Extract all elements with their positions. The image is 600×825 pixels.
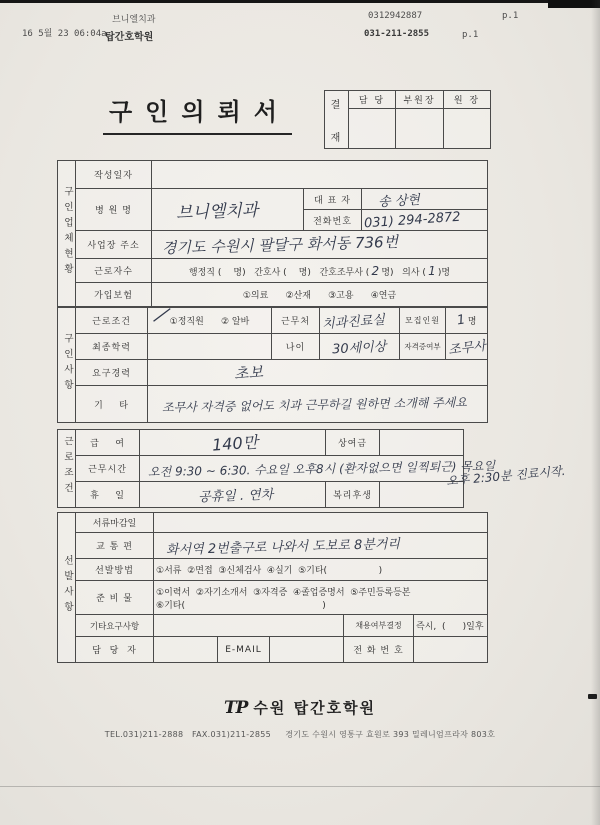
- hire-decision-value: 즉시, ( )일후: [414, 615, 488, 637]
- required-documents-line1: ①이력서 ②자기소개서 ③자격증 ④졸업증명서 ⑤주민등록등본: [156, 587, 411, 598]
- contact-person-value-empty: [154, 637, 218, 663]
- approval-cell-staff-empty: [349, 109, 396, 149]
- worker-aide-count-handwritten: 2: [371, 263, 380, 278]
- working-hours-overflow-handwritten: 오후 2:30분 진료시작.: [445, 463, 566, 489]
- openings-count-handwritten: 1: [455, 312, 466, 329]
- section-label-job-request: 구인사항: [58, 308, 76, 423]
- worker-nurse-suffix: 명): [298, 267, 311, 278]
- workplace-address-label: 사업장 주소: [76, 231, 152, 259]
- selection-method-options: ①서류 ②면접 ③신체검사 ④실기 ⑤기타( ): [154, 559, 488, 581]
- required-career-handwritten: 초보: [233, 363, 264, 383]
- worker-admin-suffix: 명): [233, 267, 246, 278]
- employment-type-label: 근로조건: [76, 308, 148, 334]
- approval-col-director: 원 장: [444, 91, 491, 109]
- worker-doctor-suffix: )명: [437, 267, 451, 278]
- salary-value: [140, 430, 326, 456]
- contact-phone-label: 전 화 번 호: [344, 637, 414, 663]
- fax-page-indicator-1: p.1: [502, 11, 519, 21]
- fax-transmission-header: [0, 0, 600, 48]
- insurance-label: 가입보험: [76, 283, 152, 307]
- approval-stamp-char-top: 결: [330, 99, 343, 111]
- required-documents-line2: ⑥기타( ): [156, 600, 326, 611]
- holiday-handwritten: 공휴일 . 연차: [197, 487, 274, 506]
- fax-number-sender: 0312942887: [368, 11, 423, 21]
- worker-admin-prefix: 행정직 (: [188, 267, 222, 278]
- approval-col-staff: 담 당: [349, 91, 396, 109]
- hospital-name-handwritten: 브니엘치과: [175, 200, 259, 224]
- work-location-value: [320, 308, 400, 334]
- selection-method-label: 선발방법: [76, 559, 154, 581]
- document-deadline-label: 서류마감일: [76, 513, 154, 533]
- email-value-empty: [270, 637, 344, 663]
- academy-logo-text: 수원 탑간호학원: [253, 699, 377, 717]
- work-location-label: 근무처: [272, 308, 320, 334]
- etc-value: [148, 386, 488, 423]
- approval-col-vice-director: 부원장: [396, 91, 444, 109]
- other-requirements-value-empty: [154, 615, 344, 637]
- employment-type-options: [148, 304, 272, 334]
- ceo-handwritten: 송 상현: [377, 192, 421, 210]
- phone-value: [362, 210, 488, 231]
- job-request-table: [57, 304, 488, 423]
- work-location-handwritten: 치과진료실: [321, 312, 386, 333]
- required-documents-label: 준 비 물: [76, 581, 154, 615]
- academy-logo: [0, 697, 600, 718]
- etc-label: 기 타: [76, 386, 148, 423]
- working-hours-value: [140, 456, 496, 482]
- approval-stamp-label: [325, 91, 349, 149]
- written-date-label: 작성일자: [76, 161, 152, 189]
- required-career-value: [148, 360, 488, 386]
- working-conditions-table: [57, 429, 496, 508]
- selection-details-table: [57, 512, 488, 663]
- approval-stamp-table: [324, 90, 491, 149]
- section-label-company: 구인업체현황: [58, 161, 76, 307]
- openings-value: [446, 308, 488, 334]
- workplace-address-handwritten: 경기도 수원시 팔달구 화서동 736번: [161, 232, 399, 258]
- hospital-name-value: [152, 189, 304, 231]
- document-deadline-value-empty: [154, 513, 488, 533]
- salary-handwritten: 140만: [211, 432, 259, 455]
- ceo-label: 대 표 자: [304, 189, 362, 210]
- salary-label: 급 여: [76, 430, 140, 456]
- holiday-value: [140, 482, 326, 508]
- worker-doctor-count-handwritten: 1: [428, 263, 436, 278]
- written-date-value-empty: [152, 161, 488, 189]
- working-hours-label: 근무시간: [76, 456, 140, 482]
- required-documents-options: [154, 581, 488, 615]
- fax-sender-name: 브니엘치과: [112, 15, 156, 25]
- company-info-table: [57, 160, 488, 307]
- section-label-selection: 선발사항: [58, 513, 76, 663]
- employment-options-text: ①정직원 ② 알바: [169, 317, 250, 327]
- phone-label: 전화번호: [304, 210, 362, 231]
- worker-nurse-prefix: 간호사 (: [254, 267, 287, 278]
- insurance-options: ①의료 ②산재 ③고용 ④연금: [152, 283, 488, 307]
- approval-cell-vice-director-empty: [396, 109, 444, 149]
- etc-note-handwritten: 조무사 자격증 없어도 치과 근무하길 원하면 소개해 주세요: [161, 394, 468, 415]
- age-value: [320, 334, 400, 360]
- age-label: 나이: [272, 334, 320, 360]
- hospital-name-label: 병 원 명: [76, 189, 152, 231]
- other-requirements-label: 기타요구사항: [76, 615, 154, 637]
- ceo-value: [362, 189, 488, 210]
- certificate-handwritten: 조무사: [447, 338, 487, 359]
- transportation-label: 교 통 편: [76, 533, 154, 559]
- fax-number-recipient: 031-211-2855: [364, 29, 430, 39]
- contact-person-label: 담 당 자: [76, 637, 154, 663]
- academy-logo-mark: TP: [223, 698, 248, 718]
- openings-label: 모집인원: [400, 308, 446, 334]
- education-value-empty: [148, 334, 272, 360]
- fax-datetime: 16 5월 23 06:04a: [22, 29, 107, 39]
- hire-decision-label: 채용여부결정: [344, 615, 414, 637]
- education-label: 최종학력: [76, 334, 148, 360]
- workplace-address-value: [152, 231, 488, 259]
- email-label: E-MAIL: [218, 637, 270, 663]
- worker-aide-prefix: 간호조무사 (: [319, 267, 370, 278]
- document-title: 구인의뢰서: [103, 92, 292, 135]
- transportation-value: [154, 533, 488, 559]
- approval-stamp-char-bottom: 재: [330, 132, 343, 144]
- bonus-value-empty: [380, 430, 464, 456]
- certificate-label: 자격증여부: [400, 334, 446, 360]
- openings-unit: 명: [467, 317, 477, 327]
- phone-handwritten: 031) 294-2872: [363, 209, 462, 231]
- worker-count-label: 근로자수: [76, 259, 152, 283]
- selection-mark-handwritten: ／: [152, 304, 172, 327]
- certificate-value: [446, 334, 488, 360]
- worker-doctor-prefix: 의사 (: [402, 267, 426, 278]
- working-hours-handwritten: 오전 9:30 ~ 6:30. 수요일 오후8시 (환자없으면 일찍퇴근) 목요일: [147, 458, 496, 480]
- academy-contact-address: TEL.031)211-2888 FAX.031)211-2855 경기도 수원시 영통구 효원로 393 밀레니엄프라자 803호: [104, 730, 496, 739]
- bonus-label: 상여금: [326, 430, 380, 456]
- approval-cell-director-empty: [444, 109, 491, 149]
- fax-recipient-name: 탑간호학원: [105, 32, 154, 43]
- holiday-label: 휴 일: [76, 482, 140, 508]
- age-handwritten: 30세이상: [331, 339, 387, 358]
- section-label-working-conditions: 근로조건: [58, 430, 76, 508]
- worker-aide-suffix: 명): [381, 267, 394, 278]
- transportation-handwritten: 화서역 2번출구로 나와서 도보로 8분거리: [165, 536, 401, 559]
- contact-phone-value-empty: [414, 637, 488, 663]
- scan-artifact-bottom-line: [0, 786, 600, 787]
- fax-page-indicator-2: p.1: [462, 30, 479, 40]
- welfare-label: 복리후생: [326, 482, 380, 508]
- required-career-label: 요구경력: [76, 360, 148, 386]
- worker-count-value: [152, 259, 488, 283]
